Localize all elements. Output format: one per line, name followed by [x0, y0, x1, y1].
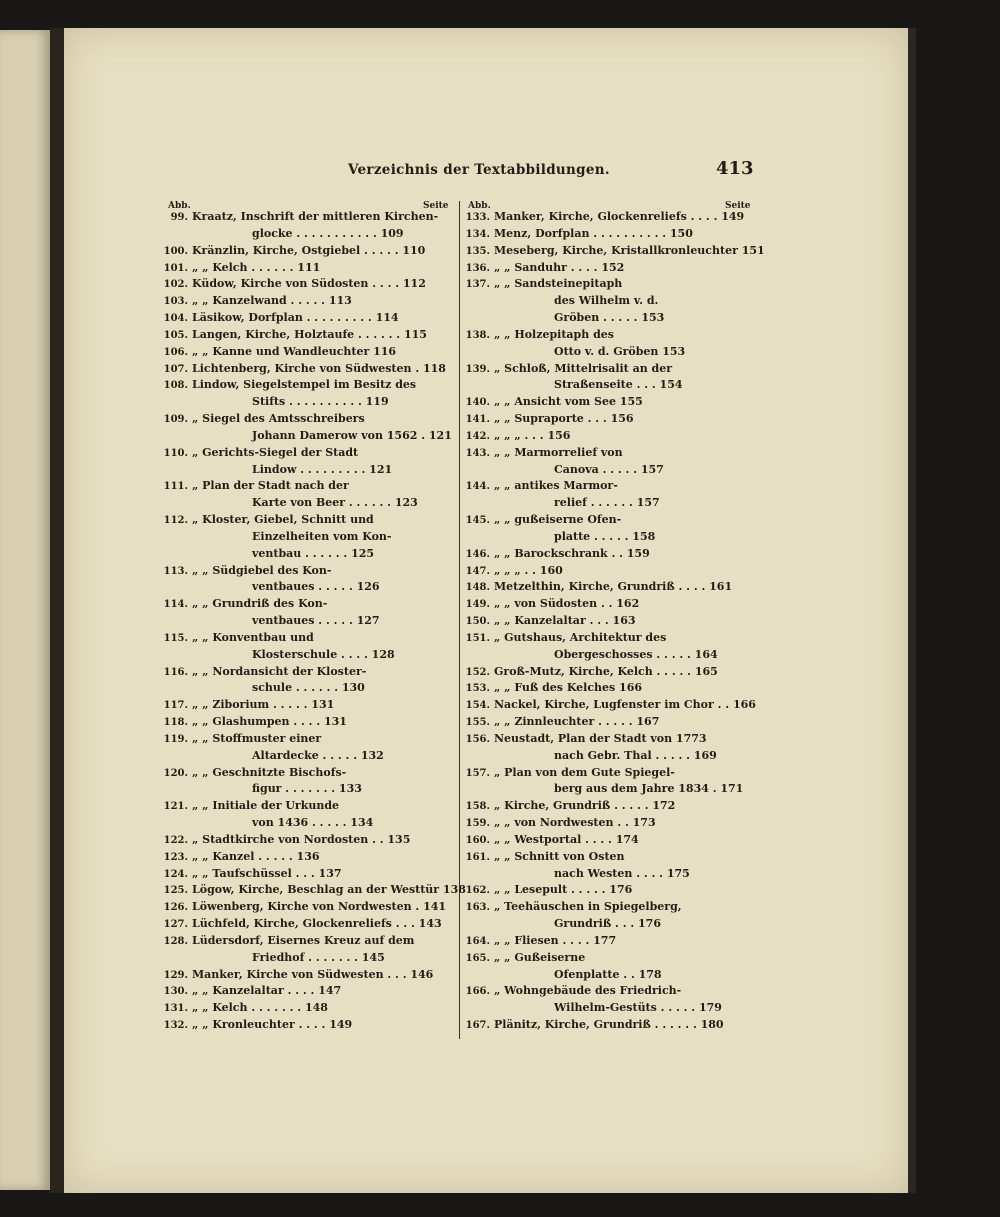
right-entry-line: [460, 696, 756, 714]
figure-number: 133.: [465, 212, 490, 223]
entry-text: „ „ Kronleuchter . . . . 149: [192, 1018, 353, 1031]
figure-number: 114.: [163, 599, 188, 610]
left-entry-line: [158, 225, 404, 242]
entry-text: Grundriß . . . 176: [554, 917, 661, 930]
entry-text: „ „ Grundriß des Kon-: [192, 597, 328, 610]
right-entry-line: [460, 848, 625, 866]
entry-text: „ „ Taufschüssel . . . 137: [192, 867, 342, 880]
entry-text: Karte von Beer . . . . . . 123: [252, 496, 418, 509]
right-col-header-seite: Seite: [725, 201, 751, 211]
figure-number: 124.: [163, 869, 188, 880]
left-entry-line: [158, 427, 452, 444]
right-entry-line: [460, 612, 636, 630]
entry-text: glocke . . . . . . . . . . . 109: [252, 227, 404, 240]
figure-number: 139.: [465, 364, 490, 375]
entry-text: „ „ Fuß des Kelches 166: [494, 681, 643, 694]
right-entry-line: [460, 949, 585, 967]
right-entry-line: [460, 797, 675, 815]
entry-text: des Wilhelm v. d.: [554, 294, 659, 307]
figure-number: 101.: [163, 263, 188, 274]
entry-text: von 1436 . . . . . 134: [252, 816, 374, 829]
figure-number: 166.: [465, 986, 490, 997]
entry-text: „ „ Gußeiserne: [494, 951, 586, 964]
figure-number: 132.: [163, 1020, 188, 1031]
entry-text: Canova . . . . . 157: [554, 463, 664, 476]
entry-text: schule . . . . . . 130: [252, 681, 365, 694]
figure-number: 165.: [465, 953, 490, 964]
left-entry-line: [158, 982, 341, 1000]
figure-number: 129.: [163, 970, 188, 981]
figure-number: 128.: [163, 936, 188, 947]
figure-number: 102.: [163, 279, 188, 290]
right-entry-line: [460, 713, 659, 731]
entry-text: „ Gutshaus, Architektur des: [494, 631, 667, 644]
right-entry-line: [460, 494, 660, 511]
figure-number: 152.: [465, 667, 490, 678]
entry-text: „ „ Schnitt von Osten: [494, 850, 625, 863]
figure-number: 113.: [163, 566, 188, 577]
right-entry-line: [460, 427, 570, 445]
right-entry-line: [460, 831, 639, 849]
page-title: Verzeichnis der Textabbildungen.: [348, 162, 610, 178]
figure-number: 115.: [163, 633, 188, 644]
entry-text: Obergeschosses . . . . . 164: [554, 648, 718, 661]
entry-text: Klosterschule . . . . 128: [252, 648, 395, 661]
figure-number: 157.: [465, 768, 490, 779]
entry-text: „ Teehäuschen in Spiegelberg,: [494, 900, 682, 913]
entry-text: „ „ Kanzelaltar . . . 163: [494, 614, 636, 627]
right-entry-line: [460, 915, 661, 932]
entry-text: ventbau . . . . . . 125: [252, 547, 375, 560]
right-entry-line: [460, 292, 658, 309]
figure-number: 164.: [465, 936, 490, 947]
right-entry-line: [460, 1016, 724, 1034]
right-entry-line: [460, 932, 616, 950]
entry-text: ventbaues . . . . . 127: [252, 614, 380, 627]
figure-number: 120.: [163, 768, 188, 779]
right-entry-line: [460, 511, 621, 529]
figure-number: 126.: [163, 902, 188, 913]
left-entry-line: [158, 477, 349, 495]
entry-text: „ „ Barockschrank . . 159: [494, 547, 650, 560]
right-entry-line: [460, 242, 765, 260]
figure-number: 134.: [465, 229, 490, 240]
entry-text: Meseberg, Kirche, Kristallkronleuchter 151: [494, 244, 765, 257]
right-entry-line: [460, 629, 666, 647]
right-entry-line: [460, 999, 722, 1016]
figure-number: 123.: [163, 852, 188, 863]
right-entry-line: [460, 595, 639, 613]
entry-text: Lichtenberg, Kirche von Südwesten . 118: [192, 362, 446, 375]
figure-number: 140.: [465, 397, 490, 408]
left-entry-line: [158, 797, 339, 815]
entry-text: Wilhelm-Gestüts . . . . . 179: [554, 1001, 722, 1014]
left-entry-line: [158, 578, 380, 595]
right-entry-line: [460, 865, 690, 882]
entry-text: Metzelthin, Kirche, Grundriß . . . . 161: [494, 580, 733, 593]
right-entry-line: [460, 225, 693, 243]
entry-text: Kränzlin, Kirche, Ostgiebel . . . . . 110: [192, 244, 426, 257]
entry-text: Neustadt, Plan der Stadt von 1773: [494, 732, 707, 745]
figure-number: 112.: [163, 515, 188, 526]
entry-text: Lüdersdorf, Eisernes Kreuz auf dem: [192, 934, 415, 947]
entry-text: „ „ Geschnitzte Bischofs-: [192, 766, 347, 779]
figure-number: 107.: [163, 364, 188, 375]
entry-text: „ Kirche, Grundriß . . . . . 172: [494, 799, 676, 812]
figure-number: 150.: [465, 616, 490, 627]
entry-text: „ „ Westportal . . . . 174: [494, 833, 639, 846]
left-entry-line: [158, 242, 425, 260]
right-entry-line: [460, 208, 744, 226]
right-entry-line: [460, 646, 718, 663]
entry-text: „ „ Supraporte . . . 156: [494, 412, 634, 425]
figure-number: 117.: [163, 700, 188, 711]
left-col-header-abb: Abb.: [168, 201, 191, 211]
entry-text: Menz, Dorfplan . . . . . . . . . . 150: [494, 227, 693, 240]
entry-text: Johann Damerow von 1562 . 121: [252, 429, 452, 442]
left-entry-line: [158, 629, 314, 647]
left-entry-line: [158, 696, 334, 714]
entry-text: „ „ Kanne und Wandleuchter 116: [192, 345, 397, 358]
right-entry-line: [460, 477, 618, 495]
entry-text: berg aus dem Jahre 1834 . 171: [554, 782, 744, 795]
entry-text: „ Schloß, Mittelrisalit an der: [494, 362, 673, 375]
right-entry-line: [460, 326, 614, 344]
entry-text: Ofenplatte . . 178: [554, 968, 662, 981]
entry-text: Manker, Kirche, Glockenreliefs . . . . 149: [494, 210, 745, 223]
entry-text: Straßenseite . . . 154: [554, 378, 683, 391]
right-entry-line: [460, 578, 732, 596]
figure-number: 154.: [465, 700, 490, 711]
left-entry-line: [158, 309, 399, 327]
figure-number: 137.: [465, 279, 490, 290]
right-col-header-abb: Abb.: [468, 201, 491, 211]
left-entry-line: [158, 612, 380, 629]
figure-number: 163.: [465, 902, 490, 913]
entry-text: „ „ Kanzelwand . . . . . 113: [192, 294, 352, 307]
right-entry-line: [460, 747, 717, 764]
right-entry-line: [460, 780, 743, 797]
right-entry-line: [460, 545, 650, 563]
entry-text: Lögow, Kirche, Beschlag an der Westtür 138: [192, 883, 466, 896]
entry-text: „ „ Südgiebel des Kon-: [192, 564, 332, 577]
facing-page-edge: [0, 30, 50, 1190]
entry-text: Langen, Kirche, Holztaufe . . . . . . 115: [192, 328, 427, 341]
left-entry-line: [158, 949, 385, 966]
figure-number: 138.: [465, 330, 490, 341]
figure-number: 149.: [465, 599, 490, 610]
left-entry-line: [158, 898, 446, 916]
figure-number: 108.: [163, 380, 188, 391]
figure-number: 104.: [163, 313, 188, 324]
figure-number: 151.: [465, 633, 490, 644]
left-entry-line: [158, 393, 389, 410]
figure-number: 136.: [465, 263, 490, 274]
left-entry-line: [158, 646, 395, 663]
entry-text: „ Plan von dem Gute Spiegel-: [494, 766, 675, 779]
entry-text: Lindow, Siegelstempel im Besitz des: [192, 378, 417, 391]
entry-text: figur . . . . . . . 133: [252, 782, 362, 795]
left-entry-line: [158, 747, 384, 764]
entry-text: Manker, Kirche von Südwesten . . . 146: [192, 968, 434, 981]
entry-text: „ „ Zinnleuchter . . . . . 167: [494, 715, 660, 728]
left-entry-line: [158, 679, 365, 696]
entry-text: Stifts . . . . . . . . . . 119: [252, 395, 389, 408]
left-entry-line: [158, 999, 328, 1017]
figure-number: 142.: [465, 431, 490, 442]
entry-text: „ „ Marmorrelief von: [494, 446, 623, 459]
right-entry-line: [460, 982, 681, 1000]
entry-text: „ Gerichts-Siegel der Stadt: [192, 446, 359, 459]
figure-number: 141.: [465, 414, 490, 425]
figure-number: 100.: [163, 246, 188, 257]
figure-number: 109.: [163, 414, 188, 425]
figure-number: 105.: [163, 330, 188, 341]
figure-number: 161.: [465, 852, 490, 863]
figure-number: 162.: [465, 885, 490, 896]
book-cover-edge: [908, 28, 916, 1193]
entry-text: Nackel, Kirche, Lugfenster im Chor . . 166: [494, 698, 756, 711]
entry-text: „ „ Nordansicht der Kloster-: [192, 665, 367, 678]
left-entry-line: [158, 780, 362, 797]
entry-text: „ „ Konventbau und: [192, 631, 314, 644]
left-entry-line: [158, 275, 426, 293]
entry-text: nach Gebr. Thal . . . . . 169: [554, 749, 717, 762]
figure-number: 148.: [465, 582, 490, 593]
left-entry-line: [158, 343, 396, 361]
figure-number: 167.: [465, 1020, 490, 1031]
entry-text: Otto v. d. Gröben 153: [554, 345, 686, 358]
figure-number: 110.: [163, 448, 188, 459]
figure-number: 131.: [163, 1003, 188, 1014]
figure-number: 118.: [163, 717, 188, 728]
entry-text: „ „ gußeiserne Ofen-: [494, 513, 622, 526]
entry-text: „ Plan der Stadt nach der: [192, 479, 349, 492]
right-entry-line: [460, 966, 662, 983]
figure-number: 119.: [163, 734, 188, 745]
left-entry-line: [158, 528, 391, 545]
entry-text: „ „ Kanzel . . . . . 136: [192, 850, 320, 863]
entry-text: „ „ Kelch . . . . . . 111: [192, 261, 321, 274]
page-number: 413: [716, 158, 754, 179]
entry-text: Küdow, Kirche von Südosten . . . . 112: [192, 277, 426, 290]
entry-text: „ „ Sandsteinepitaph: [494, 277, 623, 290]
figure-number: 155.: [465, 717, 490, 728]
entry-text: Friedhof . . . . . . . 145: [252, 951, 385, 964]
figure-number: 127.: [163, 919, 188, 930]
figure-number: 122.: [163, 835, 188, 846]
figure-number: 146.: [465, 549, 490, 560]
entry-text: Gröben . . . . . 153: [554, 311, 665, 324]
figure-number: 160.: [465, 835, 490, 846]
entry-text: „ „ Lesepult . . . . . 176: [494, 883, 633, 896]
entry-text: „ „ Stoffmuster einer: [192, 732, 322, 745]
figure-number: 125.: [163, 885, 188, 896]
right-entry-line: [460, 376, 683, 393]
right-entry-line: [460, 679, 642, 697]
figure-number: 143.: [465, 448, 490, 459]
entry-text: „ „ Sanduhr . . . . 152: [494, 261, 625, 274]
left-entry-line: [158, 461, 392, 478]
left-entry-line: [158, 881, 466, 899]
figure-number: 158.: [465, 801, 490, 812]
entry-text: „ „ von Südosten . . 162: [494, 597, 640, 610]
left-entry-line: [158, 410, 365, 428]
entry-text: „ Siegel des Amtsschreibers: [192, 412, 365, 425]
figure-number: 147.: [465, 566, 490, 577]
right-entry-line: [460, 410, 634, 428]
right-entry-line: [460, 528, 655, 545]
left-entry-line: [158, 831, 410, 849]
right-entry-line: [460, 814, 656, 832]
right-entry-line: [460, 461, 664, 478]
entry-text: Einzelheiten vom Kon-: [252, 530, 392, 543]
entry-text: Läsikow, Dorfplan . . . . . . . . . 114: [192, 311, 399, 324]
entry-text: ventbaues . . . . . 126: [252, 580, 380, 593]
right-entry-line: [460, 730, 707, 748]
left-entry-line: [158, 208, 438, 226]
entry-text: Altardecke . . . . . 132: [252, 749, 384, 762]
figure-number: 156.: [465, 734, 490, 745]
figure-number: 99.: [170, 212, 188, 223]
left-entry-line: [158, 915, 442, 933]
left-entry-line: [158, 848, 320, 866]
entry-text: „ „ Kelch . . . . . . . 148: [192, 1001, 328, 1014]
entry-text: „ Wohngebäude des Friedrich-: [494, 984, 682, 997]
entry-text: „ „ „ . . . 156: [494, 429, 571, 442]
entry-text: Lüchfeld, Kirche, Glockenreliefs . . . 143: [192, 917, 442, 930]
figure-number: 111.: [163, 481, 188, 492]
right-entry-line: [460, 898, 682, 916]
figure-number: 159.: [465, 818, 490, 829]
left-entry-line: [158, 376, 416, 394]
entry-text: „ „ antikes Marmor-: [494, 479, 618, 492]
figure-number: 145.: [465, 515, 490, 526]
entry-text: „ „ Ziborium . . . . . 131: [192, 698, 335, 711]
entry-text: Kraatz, Inschrift der mittleren Kirchen-: [192, 210, 439, 223]
entry-text: „ „ Holzepitaph des: [494, 328, 614, 341]
right-entry-line: [460, 444, 623, 462]
figure-number: 153.: [465, 683, 490, 694]
right-entry-line: [460, 393, 643, 411]
left-entry-line: [158, 545, 374, 562]
left-entry-line: [158, 713, 347, 731]
left-entry-line: [158, 511, 374, 529]
right-entry-line: [460, 881, 632, 899]
figure-number: 130.: [163, 986, 188, 997]
figure-number: 135.: [465, 246, 490, 257]
entry-text: „ „ Fliesen . . . . 177: [494, 934, 617, 947]
book-gutter: [50, 28, 64, 1193]
figure-number: 144.: [465, 481, 490, 492]
left-entry-line: [158, 444, 358, 462]
entry-text: „ Stadtkirche von Nordosten . . 135: [192, 833, 411, 846]
entry-text: nach Westen . . . . 175: [554, 867, 690, 880]
entry-text: Lindow . . . . . . . . . 121: [252, 463, 393, 476]
figure-number: 121.: [163, 801, 188, 812]
left-entry-line: [158, 730, 321, 748]
entry-text: Plänitz, Kirche, Grundriß . . . . . . 180: [494, 1018, 724, 1031]
left-entry-line: [158, 814, 373, 831]
entry-text: „ Kloster, Giebel, Schnitt und: [192, 513, 374, 526]
entry-text: platte . . . . . 158: [554, 530, 656, 543]
figure-number: 103.: [163, 296, 188, 307]
right-entry-line: [460, 309, 664, 326]
left-entry-line: [158, 326, 427, 344]
left-entry-line: [158, 932, 414, 950]
entry-text: „ „ von Nordwesten . . 173: [494, 816, 656, 829]
entry-text: „ „ Initiale der Urkunde: [192, 799, 340, 812]
left-entry-line: [158, 292, 352, 310]
left-col-header-seite: Seite: [423, 201, 449, 211]
entry-text: Löwenberg, Kirche von Nordwesten . 141: [192, 900, 447, 913]
entry-text: Groß-Mutz, Kirche, Kelch . . . . . 165: [494, 665, 718, 678]
figure-number: 106.: [163, 347, 188, 358]
figure-number: 116.: [163, 667, 188, 678]
right-entry-line: [460, 275, 622, 293]
left-entry-line: [158, 494, 418, 511]
left-entry-line: [158, 595, 327, 613]
entry-text: „ „ Glashumpen . . . . 131: [192, 715, 347, 728]
left-entry-line: [158, 1016, 352, 1034]
right-entry-line: [460, 343, 685, 360]
entry-text: „ „ Ansicht vom See 155: [494, 395, 643, 408]
entry-text: „ „ „ . . 160: [494, 564, 563, 577]
entry-text: relief . . . . . . 157: [554, 496, 660, 509]
entry-text: „ „ Kanzelaltar . . . . 147: [192, 984, 342, 997]
